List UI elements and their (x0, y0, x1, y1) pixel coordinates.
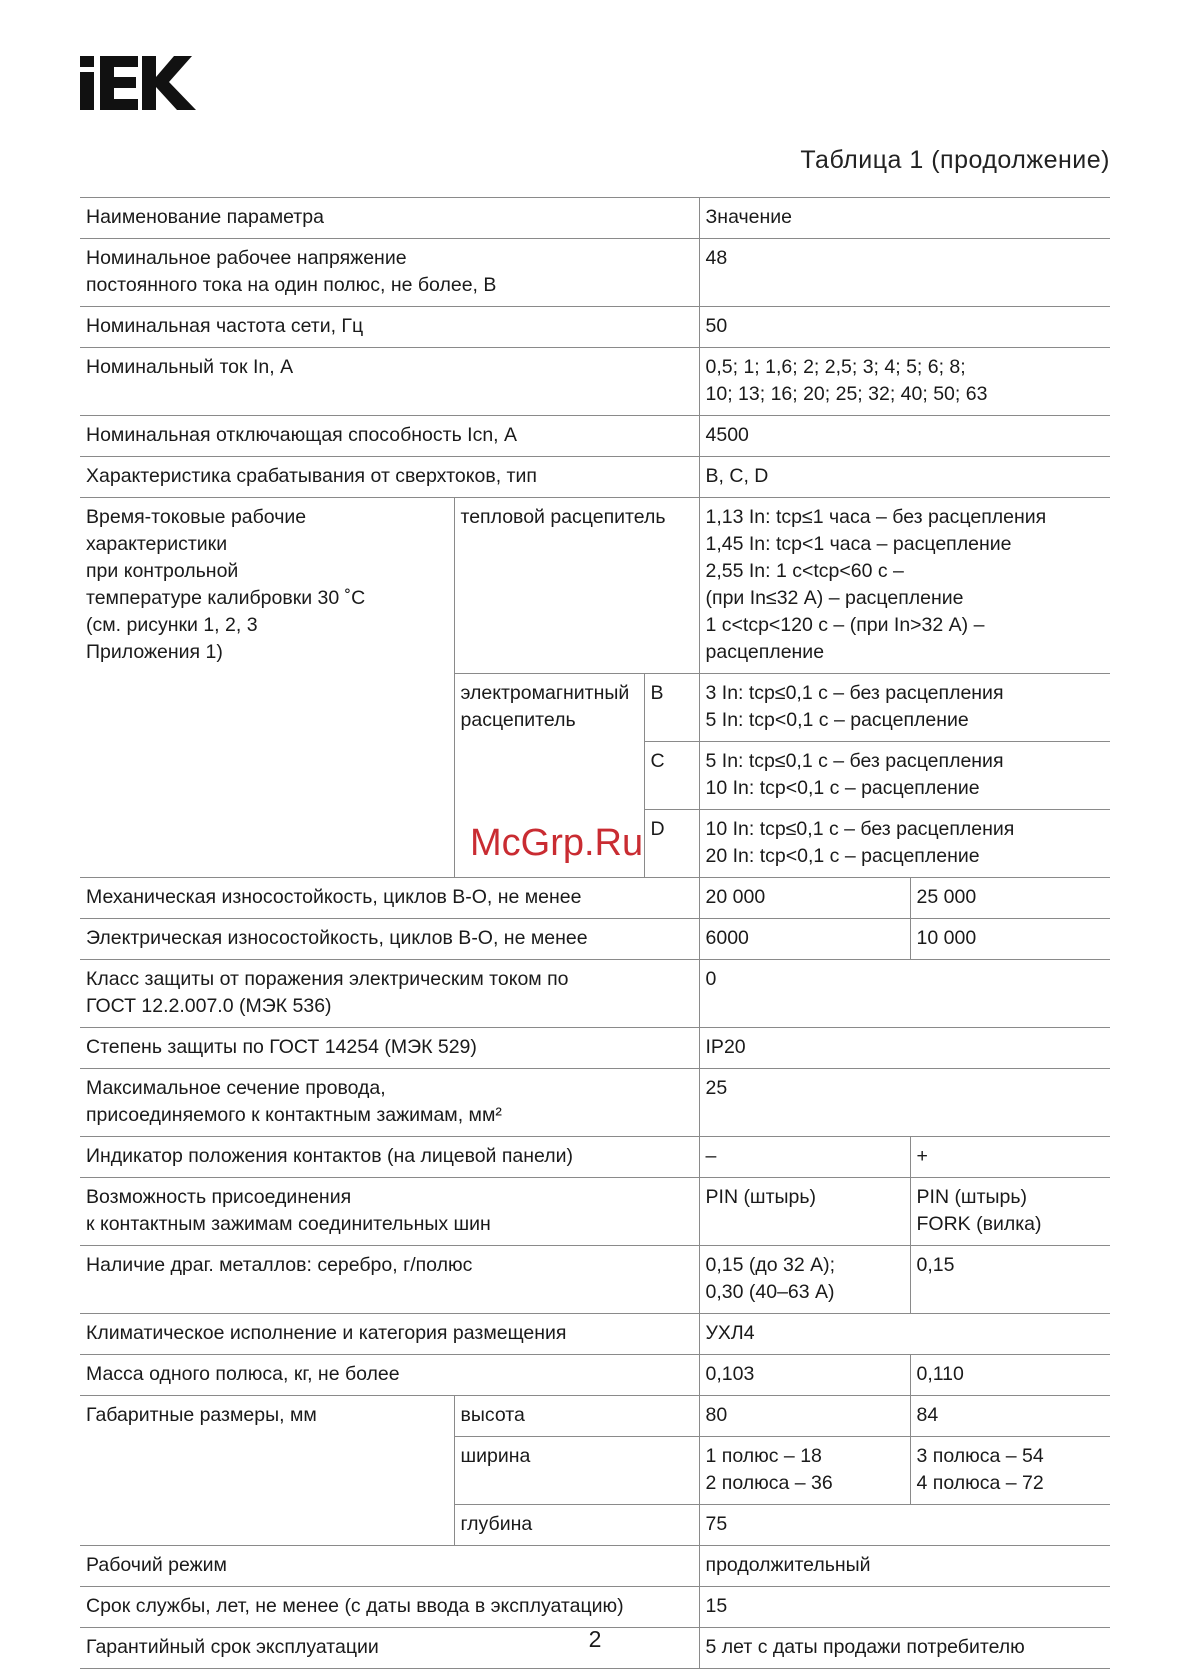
row-label: Время-токовые рабочие характеристики при контрольной температуре калибровки 30 ˚С (см. рисунки 1, 2, 3 Приложения 1) (80, 498, 454, 878)
header-param: Наименование параметра (80, 198, 699, 239)
row-label: Номинальное рабочее напряжение постоянного тока на один полюс, не более, В (80, 239, 699, 307)
table-row (80, 878, 1110, 919)
row-value: УХЛ4 (699, 1314, 1110, 1355)
row-value: 50 (699, 307, 1110, 348)
row-label: Номинальная частота сети, Гц (80, 307, 699, 348)
table-row (80, 960, 1110, 1028)
row-value: 0,103 (699, 1355, 910, 1396)
row-label: Индикатор положения контактов (на лицевой панели) (80, 1137, 699, 1178)
table-caption: Таблица 1 (продолжение) (800, 146, 1110, 174)
row-value: 80 (699, 1396, 910, 1437)
row-value: + (910, 1137, 1110, 1178)
row-value: B, C, D (699, 457, 1110, 498)
row-value: IP20 (699, 1028, 1110, 1069)
row-value: 25 000 (910, 878, 1110, 919)
row-value: 5 лет с даты продажи потребителю (699, 1628, 1110, 1669)
row-label: Наличие драг. металлов: серебро, г/полюс (80, 1246, 699, 1314)
em-values-d: 10 In: tср≤0,1 с – без расцепления 20 In: tср<0,1 с – расцепление (699, 810, 1110, 878)
row-value: – (699, 1137, 910, 1178)
row-label: Возможность присоединения к контактным зажимам соединительных шин (80, 1178, 699, 1246)
thermal-label: тепловой расцепитель (454, 498, 699, 674)
row-label: Габаритные размеры, мм (80, 1396, 454, 1546)
row-value: 1 полюс – 18 2 полюса – 36 (699, 1437, 910, 1505)
table-row (80, 1314, 1110, 1355)
row-label: Класс защиты от поражения электрическим током по ГОСТ 12.2.007.0 (МЭК 536) (80, 960, 699, 1028)
row-value: продолжительный (699, 1546, 1110, 1587)
table-row (80, 1028, 1110, 1069)
table-row (80, 348, 1110, 416)
table-row (80, 919, 1110, 960)
dims-width-label: ширина (454, 1437, 699, 1505)
table-row (80, 307, 1110, 348)
page-number: 2 (588, 1626, 602, 1652)
em-type-b: B (644, 674, 699, 742)
dims-height-label: высота (454, 1396, 699, 1437)
em-label: электромагнитный расцепитель (454, 674, 644, 878)
row-value: 4500 (699, 416, 1110, 457)
em-type-c: C (644, 742, 699, 810)
row-label: Максимальное сечение провода, присоединяемого к контактным зажимам, мм² (80, 1069, 699, 1137)
table-row (80, 416, 1110, 457)
iek-logo (80, 56, 196, 110)
table-row (80, 1396, 1110, 1437)
row-value: 3 полюса – 54 4 полюса – 72 (910, 1437, 1110, 1505)
row-label: Рабочий режим (80, 1546, 699, 1587)
row-label: Срок службы, лет, не менее (с даты ввода в эксплуатацию) (80, 1587, 699, 1628)
row-value: 0 (699, 960, 1110, 1028)
header-value: Значение (699, 198, 1110, 239)
row-label: Масса одного полюса, кг, не более (80, 1355, 699, 1396)
row-value: 6000 (699, 919, 910, 960)
table-row (80, 1355, 1110, 1396)
table-row (80, 1546, 1110, 1587)
row-value: PIN (штырь) FORK (вилка) (910, 1178, 1110, 1246)
row-value: 0,15 (до 32 А); 0,30 (40–63 А) (699, 1246, 910, 1314)
em-values-b: 3 In: tср≤0,1 с – без расцепления 5 In: tср<0,1 с – расцепление (699, 674, 1110, 742)
row-label: Механическая износостойкость, циклов В-О, не менее (80, 878, 699, 919)
table-header-row (80, 198, 1110, 239)
table-row (80, 1178, 1110, 1246)
thermal-values: 1,13 In: tср≤1 часа – без расцепления 1,45 In: tср<1 часа – расцепление 2,55 In: 1 с<tср<60 с – (при In≤32 А) – расцепление 1 с<tср<120 с – (при In>32 А) – расцепление (699, 498, 1110, 674)
table-row (80, 1137, 1110, 1178)
row-value: 84 (910, 1396, 1110, 1437)
row-value: 0,110 (910, 1355, 1110, 1396)
row-value: 20 000 (699, 878, 910, 919)
row-label: Гарантийный срок эксплуатации (80, 1628, 699, 1669)
row-label: Климатическое исполнение и категория размещения (80, 1314, 699, 1355)
row-value: PIN (штырь) (699, 1178, 910, 1246)
row-label: Степень защиты по ГОСТ 14254 (МЭК 529) (80, 1028, 699, 1069)
spec-table (80, 197, 1110, 1669)
table-row (80, 498, 1110, 674)
table-row (80, 457, 1110, 498)
row-value: 0,15 (910, 1246, 1110, 1314)
row-value: 48 (699, 239, 1110, 307)
em-values-c: 5 In: tср≤0,1 с – без расцепления 10 In: tср<0,1 с – расцепление (699, 742, 1110, 810)
row-value: 25 (699, 1069, 1110, 1137)
table-row (80, 239, 1110, 307)
row-label: Номинальная отключающая способность Icn, А (80, 416, 699, 457)
row-label: Электрическая износостойкость, циклов В-О, не менее (80, 919, 699, 960)
table-row (80, 1069, 1110, 1137)
row-label: Характеристика срабатывания от сверхтоков, тип (80, 457, 699, 498)
row-value: 0,5; 1; 1,6; 2; 2,5; 3; 4; 5; 6; 8; 10; 13; 16; 20; 25; 32; 40; 50; 63 (699, 348, 1110, 416)
dims-depth-label: глубина (454, 1505, 699, 1546)
table-row (80, 1587, 1110, 1628)
em-type-d: D (644, 810, 699, 878)
table-row (80, 1246, 1110, 1314)
row-value: 75 (699, 1505, 1110, 1546)
row-label: Номинальный ток In, А (80, 348, 699, 416)
row-value: 15 (699, 1587, 1110, 1628)
row-value: 10 000 (910, 919, 1110, 960)
watermark: McGrp.Ru (470, 822, 644, 864)
